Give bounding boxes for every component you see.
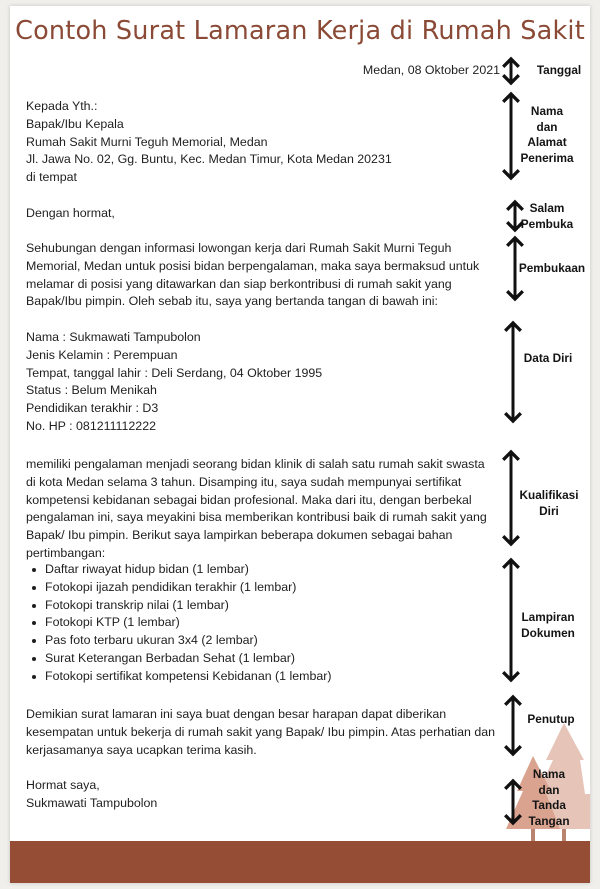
personal-data-line: No. HP : 081211112222 [26,418,156,433]
list-item: Fotokopi sertifikat kompetensi Kebidanan (1 lembar) [26,668,332,686]
recipient-line: Bapak/Ibu Kepala [26,116,124,131]
personal-data-line: Status : Belum Menikah [26,383,157,398]
personal-data-line: Pendidikan terakhir : D3 [26,401,159,416]
opening-paragraph: Sehubungan dengan informasi lowongan kerja dari Rumah Sakit Murni Teguh Memorial, Medan untuk posisi bidan berpengalaman, maka saya bermaksud untuk melamar di posisi yang ditawarkan dan siap berkontribusi di rumah sakit yang Bapak/Ibu pimpin. Oleh sebab itu, saya yang bertanda tangan di bawah ini: [26,241,480,309]
recipient-line: Jl. Jawa No. 02, Gg. Buntu, Kec. Medan Timur, Kota Medan 20231 [26,152,392,167]
page-title: Contoh Surat Lamaran Kerja di Rumah Sakit [15,16,585,46]
letter-date: Medan, 08 Oktober 2021 [362,63,500,77]
list-item: Fotokopi transkrip nilai (1 lembar) [26,597,332,615]
label-pembukaan: Pembukaan [518,261,586,275]
label-lampiran-dokumen: Lampiran Dokumen [521,610,575,640]
personal-data-line: Tempat, tanggal lahir : Deli Serdang, 04 Oktober 1995 [26,365,323,380]
footer-bar [10,841,590,883]
label-nama-alamat-penerima: Nama dan Alamat Penerima [520,104,574,165]
label-kualifikasi-diri: Kualifikasi Diri [519,488,579,518]
list-item: Surat Keterangan Berbadan Sehat (1 lembar) [26,650,332,668]
list-item: Pas foto terbaru ukuran 3x4 (2 lembar) [26,632,332,650]
list-item: Fotokopi ijazah pendidikan terakhir (1 lembar) [26,579,332,597]
label-penutup: Penutup [527,712,575,726]
letter-page [10,6,590,883]
recipient-line: di tempat [26,170,77,185]
list-item: Daftar riwayat hidup bidan (1 lembar) [26,561,332,579]
annotation-arrows [10,6,590,883]
list-item: Fotokopi KTP (1 lembar) [26,614,332,632]
recipient-line: Rumah Sakit Murni Teguh Memorial, Medan [26,134,268,149]
recipient-line: Kepada Yth.: [26,99,98,113]
label-data-diri: Data Diri [523,351,573,365]
label-tanggal: Tanggal [536,63,582,77]
signer-name: Sukmawati Tampubolon [26,795,158,810]
personal-data-line: Nama : Sukmawati Tampubolon [26,330,201,344]
label-nama-tanda-tangan: Nama dan Tanda Tangan [528,767,570,828]
greeting: Dengan hormat, [26,206,115,220]
personal-data-line: Jenis Kelamin : Perempuan [26,347,178,362]
qualification-paragraph: memiliki pengalaman menjadi seorang bidan klinik di salah satu rumah sakit swasta di kota Medan selama 3 tahun. Disamping itu, saya sudah mempunyai sertifikat kompetensi kebidanan sebagai bidan profesional. Maka dari itu, dengan berbekal pengalaman ini, saya meyakini bisa memberikan kontribusi baik di rumah sakit yang Bapak/ Ibu pimpin. Berikut saya lampirkan beberapa dokumen sebagai bahan pertimbangan: [26,457,487,560]
closing-paragraph: Demikian surat lamaran ini saya buat dengan besar harapan dapat diberikan kesempatan untuk bekerja di rumah sakit yang Bapak/ Ibu pimpin. Atas perhatian dan kerjasamanya saya ucapkan terima kasih. [26,707,496,757]
signoff-text: Hormat saya, [26,778,100,792]
label-salam-pembuka: Salam Pembuka [520,201,574,231]
